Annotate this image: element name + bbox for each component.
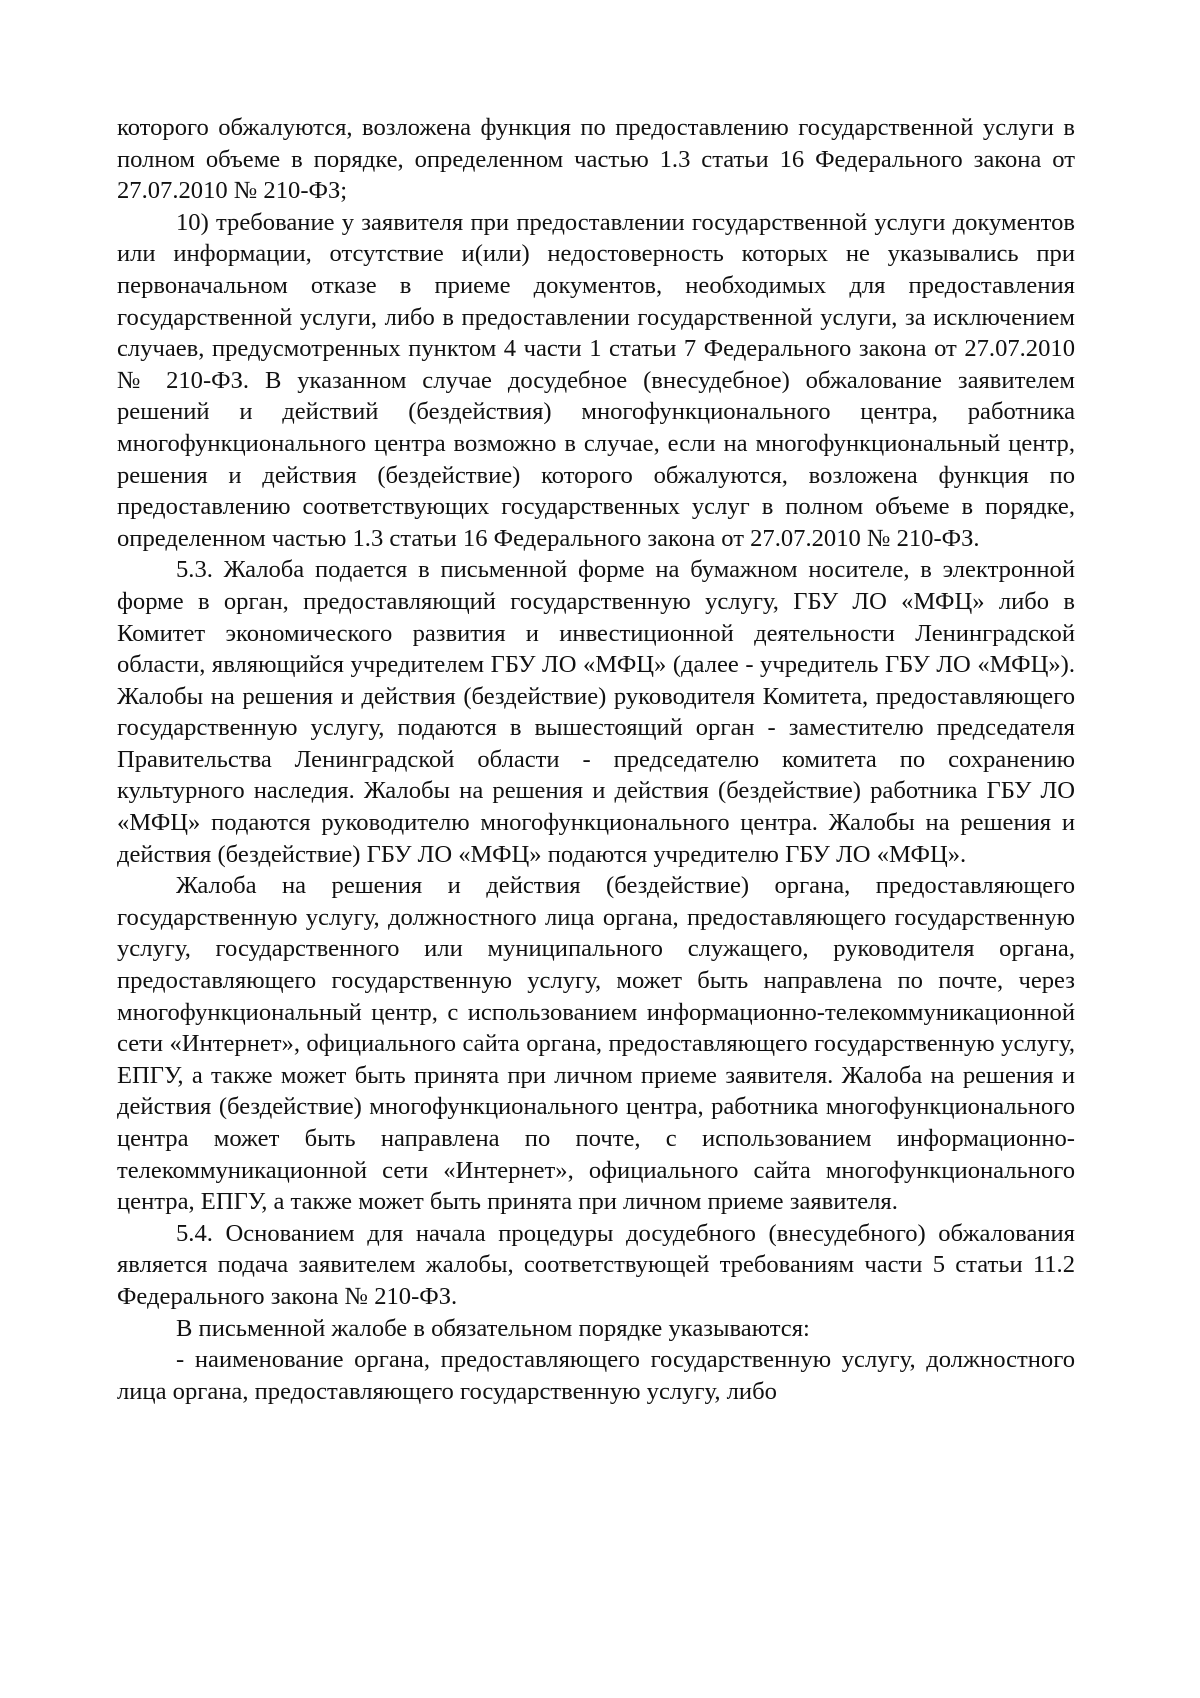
paragraph-required-items-intro: В письменной жалобе в обязательном порядке указываются: (176, 1314, 810, 1342)
paragraph-continuation-fz210: которого обжалуются, возложена функция по предоставлению государственной услуги в полном объеме в порядке, определенном частью 1.3 статьи 16 Федерального закона от 27.07.2010 № 210-ФЗ; (117, 114, 1075, 205)
paragraph-5-3: 5.3. Жалоба подается в письменной форме на бумажном носителе, в электронной форме в орган, предоставляющий государственную услугу, ГБУ ЛО «МФЦ» либо в Комитет экономического развития и инвестиционной деятельности Ленинградской области, являющийся учредителем ГБУ ЛО «МФЦ» (далее - учредитель ГБУ ЛО «МФЦ»). Жалобы на решения и действия (бездействие) руководителя Комитета, предоставляющего государственную услугу, подаются в вышестоящий орган - заместителю председателя Правительства Ленинградской области - председателю комитета по сохранению культурного наследия. Жалобы на решения и действия (бездействие) работника ГБУ ЛО «МФЦ» подаются руководителю многофункционального центра. Жалобы на решения и действия (бездействие) ГБУ ЛО «МФЦ» подаются учредителю ГБУ ЛО «МФЦ». (117, 556, 1075, 868)
paragraph-list-item-name: - наименование органа, предоставляющего государственную услугу, должностного лица органа, предоставляющего государственную услугу, либо (117, 1346, 1075, 1405)
document-page (117, 112, 1075, 1407)
paragraph-complaint-channels: Жалоба на решения и действия (бездействие) органа, предоставляющего государственную услугу, должностного лица органа, предоставляющего государственную услугу, государственного или муниципального служащего, руководителя органа, предоставляющего государственную услугу, может быть направлена по почте, через многофункциональный центр, с использованием информационно-телекоммуникационной сети «Интернет», официального сайта органа, предоставляющего государственную услугу, ЕПГУ, а также может быть принята при личном приеме заявителя. Жалоба на решения и действия (бездействие) многофункционального центра, работника многофункционального центра может быть направлена по почте, с использованием информационно-телекоммуникационной сети «Интернет», официального сайта многофункционального центра, ЕПГУ, а также может быть принята при личном приеме заявителя. (117, 872, 1075, 1216)
paragraph-item-10: 10) требование у заявителя при предоставлении государственной услуги документов или информации, отсутствие и(или) недостоверность которых не указывались при первоначальном отказе в приеме документов, необходимых для предоставления государственной услуги, либо в предоставлении государственной услуги, за исключением случаев, предусмотренных пунктом 4 части 1 статьи 7 Федерального закона от 27.07.2010 № 210-ФЗ. В указанном случае досудебное (внесудебное) обжалование заявителем решений и действий (бездействия) многофункционального центра, работника многофункционального центра возможно в случае, если на многофункциональный центр, решения и действия (бездействие) которого обжалуются, возложена функция по предоставлению соответствующих государственных услуг в полном объеме в порядке, определенном частью 1.3 статьи 16 Федерального закона от 27.07.2010 № 210-ФЗ. (117, 208, 1075, 552)
paragraph-5-4: 5.4. Основанием для начала процедуры досудебного (внесудебного) обжалования является подача заявителем жалобы, соответствующей требованиям части 5 статьи 11.2 Федерального закона № 210-ФЗ. (117, 1219, 1075, 1310)
